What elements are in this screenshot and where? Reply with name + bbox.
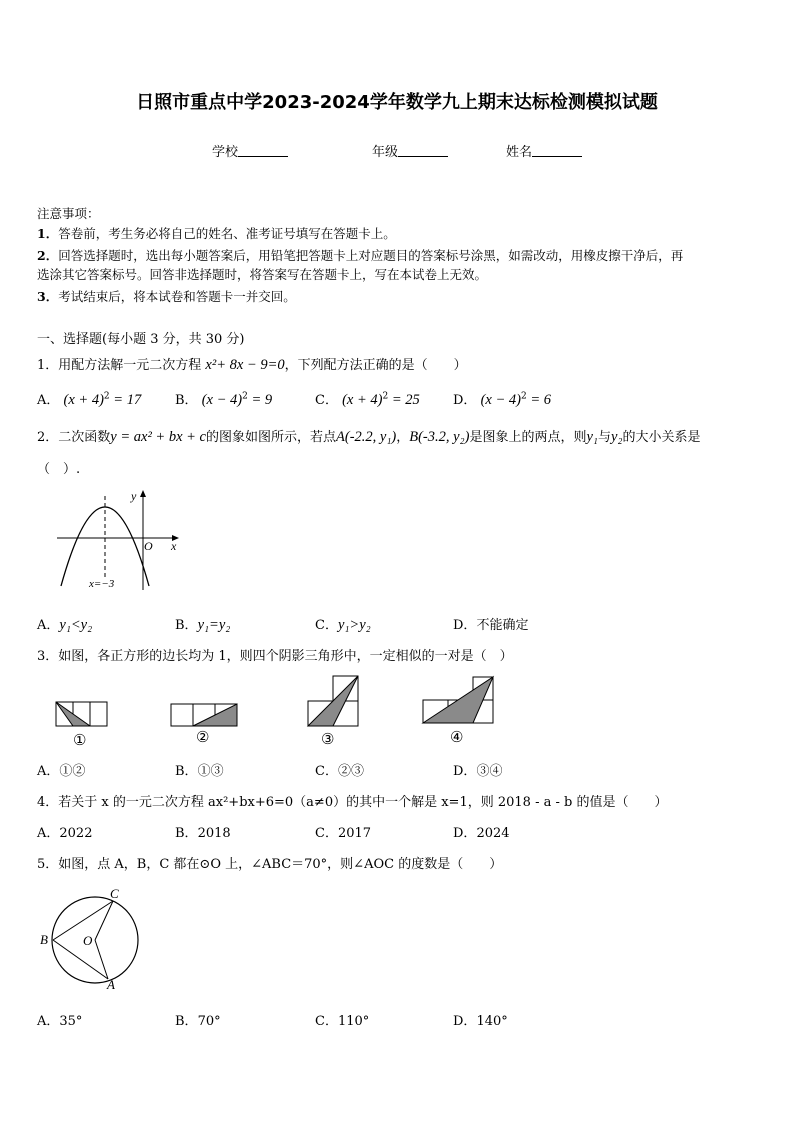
exponent: 2	[520, 391, 527, 402]
figure-label: ①	[73, 733, 87, 749]
q1-option-d[interactable]	[453, 389, 551, 409]
option-expr: (x − 4)	[480, 392, 521, 408]
note-2-num: 2．	[37, 248, 59, 263]
option-label: B．	[175, 764, 198, 779]
q1-option-b[interactable]	[175, 389, 272, 409]
figure-label: ②	[196, 730, 210, 746]
option-rhs: = 6	[526, 392, 551, 408]
q2-option-b[interactable]	[175, 614, 230, 634]
q2-num: 2．	[37, 430, 59, 445]
option-label: C．	[315, 764, 338, 779]
q4-stem: 若关于 x 的一元二次方程 ax²+bx+6=0（a≠0）的其中一个解是 x=1，则 2018 - a - b 的值是（ ）	[58, 795, 668, 810]
q3-num: 3．	[37, 649, 59, 664]
q3-option-b[interactable]	[175, 760, 224, 779]
option-text: ①③	[197, 764, 224, 779]
q2-paren: （ ）.	[37, 462, 81, 477]
figure-1	[56, 702, 107, 749]
name-blank[interactable]	[532, 144, 582, 157]
option-expr: (x + 4)	[342, 392, 383, 408]
q1-option-c[interactable]	[315, 389, 420, 409]
q3-option-a[interactable]	[37, 760, 85, 779]
question-3	[37, 645, 513, 664]
option-expr: (x − 4)	[201, 392, 243, 408]
option-label: B．	[175, 393, 198, 408]
q4-option-c[interactable]	[315, 822, 371, 841]
option-text: ①②	[59, 764, 86, 779]
q1-equation: x²+ 8x − 9=0	[205, 357, 285, 373]
option-text: y₁>y₂	[337, 617, 371, 633]
note-1-num: 1．	[37, 226, 59, 241]
q3-stem: 如图，各正方形的边长均为 1，则四个阴影三角形中，一定相似的一对是（ ）	[58, 649, 513, 664]
option-text: 2024	[476, 826, 510, 841]
q2-option-a[interactable]	[37, 614, 92, 634]
option-label: C．	[315, 393, 338, 408]
q4-option-b[interactable]	[175, 822, 231, 841]
option-text: 不能确定	[476, 618, 529, 633]
point-c-label: C	[110, 886, 119, 901]
note-2-text-b: 选涂其它答案标号。回答非选择题时，将答案写在答题卡上，写在本试卷上无效。	[37, 267, 488, 282]
q5-option-b[interactable]	[175, 1010, 221, 1029]
q2-point-b: B(-3.2, y₂)	[409, 429, 470, 445]
option-label: A．	[37, 393, 60, 408]
q2-point-a: A(-2.2, y₁)	[336, 429, 397, 445]
option-label: D．	[453, 393, 477, 408]
question-4	[37, 791, 667, 810]
q2-with: 与	[597, 430, 611, 445]
grade-label: 年级	[372, 145, 399, 160]
school-blank[interactable]	[238, 144, 288, 157]
origin-label: O	[144, 539, 153, 553]
option-rhs: = 17	[109, 392, 142, 408]
option-rhs: = 9	[247, 392, 273, 408]
option-text: ③④	[476, 764, 503, 779]
point-b-label: B	[40, 932, 48, 947]
q2-option-d[interactable]	[453, 614, 528, 633]
q5-option-d[interactable]	[453, 1010, 508, 1029]
note-1	[37, 224, 396, 242]
option-rhs: = 25	[388, 392, 420, 408]
q2-sep: ，	[396, 430, 410, 445]
q3-figures	[40, 670, 510, 750]
section-heading: 一、选择题(每小题 3 分，共 30 分)	[37, 332, 245, 347]
note-2-text-a: 回答选择题时，选出每小题答案后，用铅笔把答题卡上对应题目的答案标号涂黑，如需改动，用橡皮擦干净后，再	[58, 248, 684, 263]
q2-parabola-graph	[55, 486, 185, 594]
page-title: 日照市重点中学2023-2024学年数学九上期末达标检测模拟试题	[136, 92, 658, 113]
axis-line-label: x=−3	[89, 578, 115, 590]
option-text: 2018	[197, 826, 231, 841]
q4-num: 4．	[37, 795, 59, 810]
q5-num: 5．	[37, 857, 59, 872]
option-text: 35°	[59, 1014, 83, 1029]
option-text: 140°	[476, 1014, 508, 1029]
note-3	[37, 287, 296, 305]
exponent: 2	[103, 391, 110, 402]
point-a-label: A	[107, 977, 115, 991]
q2-y2: y₂	[610, 429, 623, 445]
q5-circle-figure	[38, 885, 148, 991]
option-text: 70°	[197, 1014, 221, 1029]
q1-num: 1．	[37, 358, 59, 373]
name-field[interactable]	[506, 141, 582, 160]
option-label: C．	[315, 618, 338, 633]
school-field[interactable]	[212, 141, 288, 160]
q2-stem-b: 的图象如图所示，若点	[206, 430, 337, 445]
q2-stem-d: 的大小关系是	[622, 430, 701, 445]
q1-stem-a: 用配方法解一元二次方程	[58, 358, 206, 373]
note-2	[37, 246, 683, 264]
name-label: 姓名	[506, 145, 533, 160]
option-label: D．	[453, 1014, 477, 1029]
figure-4	[423, 677, 493, 746]
option-label: B．	[175, 826, 198, 841]
option-expr: (x + 4)	[63, 392, 104, 408]
option-text: y₁=y₂	[197, 617, 231, 633]
option-text: ②③	[337, 764, 364, 779]
note-1-text: 答卷前，考生务必将自己的姓名、准考证号填写在答题卡上。	[58, 226, 396, 241]
q3-option-d[interactable]	[453, 760, 502, 779]
option-label: B．	[175, 618, 198, 633]
q4-option-d[interactable]	[453, 822, 510, 841]
option-text: y₁<y₂	[59, 617, 93, 633]
option-text: 2022	[59, 826, 93, 841]
question-2	[37, 426, 700, 446]
notes-heading: 注意事项：	[37, 206, 100, 221]
q2-option-c[interactable]	[315, 614, 371, 634]
q5-option-a[interactable]	[37, 1010, 82, 1029]
question-5	[37, 853, 502, 872]
option-text: 110°	[337, 1014, 370, 1029]
option-label: D．	[453, 618, 477, 633]
exponent: 2	[242, 391, 248, 402]
square	[171, 704, 193, 726]
q5-option-c[interactable]	[315, 1010, 369, 1029]
q5-stem: 如图，点 A，B，C 都在⊙O 上，∠ABC＝70°，则∠AOC 的度数是（ ）	[58, 857, 503, 872]
exponent: 2	[382, 391, 389, 402]
segment-oa	[95, 940, 108, 979]
option-label: C．	[315, 826, 338, 841]
school-label: 学校	[212, 145, 239, 160]
question-1	[37, 354, 467, 374]
figure-3	[308, 676, 358, 748]
q2-stem-a: 二次函数	[58, 430, 111, 445]
y-axis-arrow	[140, 490, 146, 497]
q1-option-a[interactable]	[37, 389, 141, 409]
grade-blank[interactable]	[398, 144, 448, 157]
option-label: B．	[175, 1014, 198, 1029]
q2-function: y = ax² + bx + c	[110, 429, 206, 445]
y-label: y	[131, 489, 137, 503]
option-label: C．	[315, 1014, 338, 1029]
square	[90, 702, 107, 726]
segment-ba	[53, 940, 108, 979]
note-3-num: 3．	[37, 289, 59, 304]
grade-field[interactable]	[372, 141, 448, 160]
figure-2	[171, 704, 237, 746]
x-label: x	[171, 539, 177, 553]
option-label: D．	[453, 764, 477, 779]
option-label: D．	[453, 826, 477, 841]
option-label: A．	[37, 826, 60, 841]
figure-label: ③	[321, 732, 335, 748]
q1-stem-b: ，下列配方法正确的是（ ）	[284, 358, 467, 373]
q3-option-c[interactable]	[315, 760, 364, 779]
note-3-text: 考试结束后，将本试卷和答题卡一并交回。	[58, 289, 296, 304]
q2-stem-c: 是图象上的两点，则	[469, 430, 587, 445]
option-label: A．	[37, 1014, 60, 1029]
q2-y1: y₁	[586, 429, 598, 445]
option-label: A．	[37, 764, 60, 779]
q4-option-a[interactable]	[37, 822, 92, 841]
option-label: A．	[37, 618, 60, 633]
figure-label: ④	[450, 730, 464, 746]
option-text: 2017	[337, 826, 372, 841]
center-o-label: O	[83, 933, 93, 948]
